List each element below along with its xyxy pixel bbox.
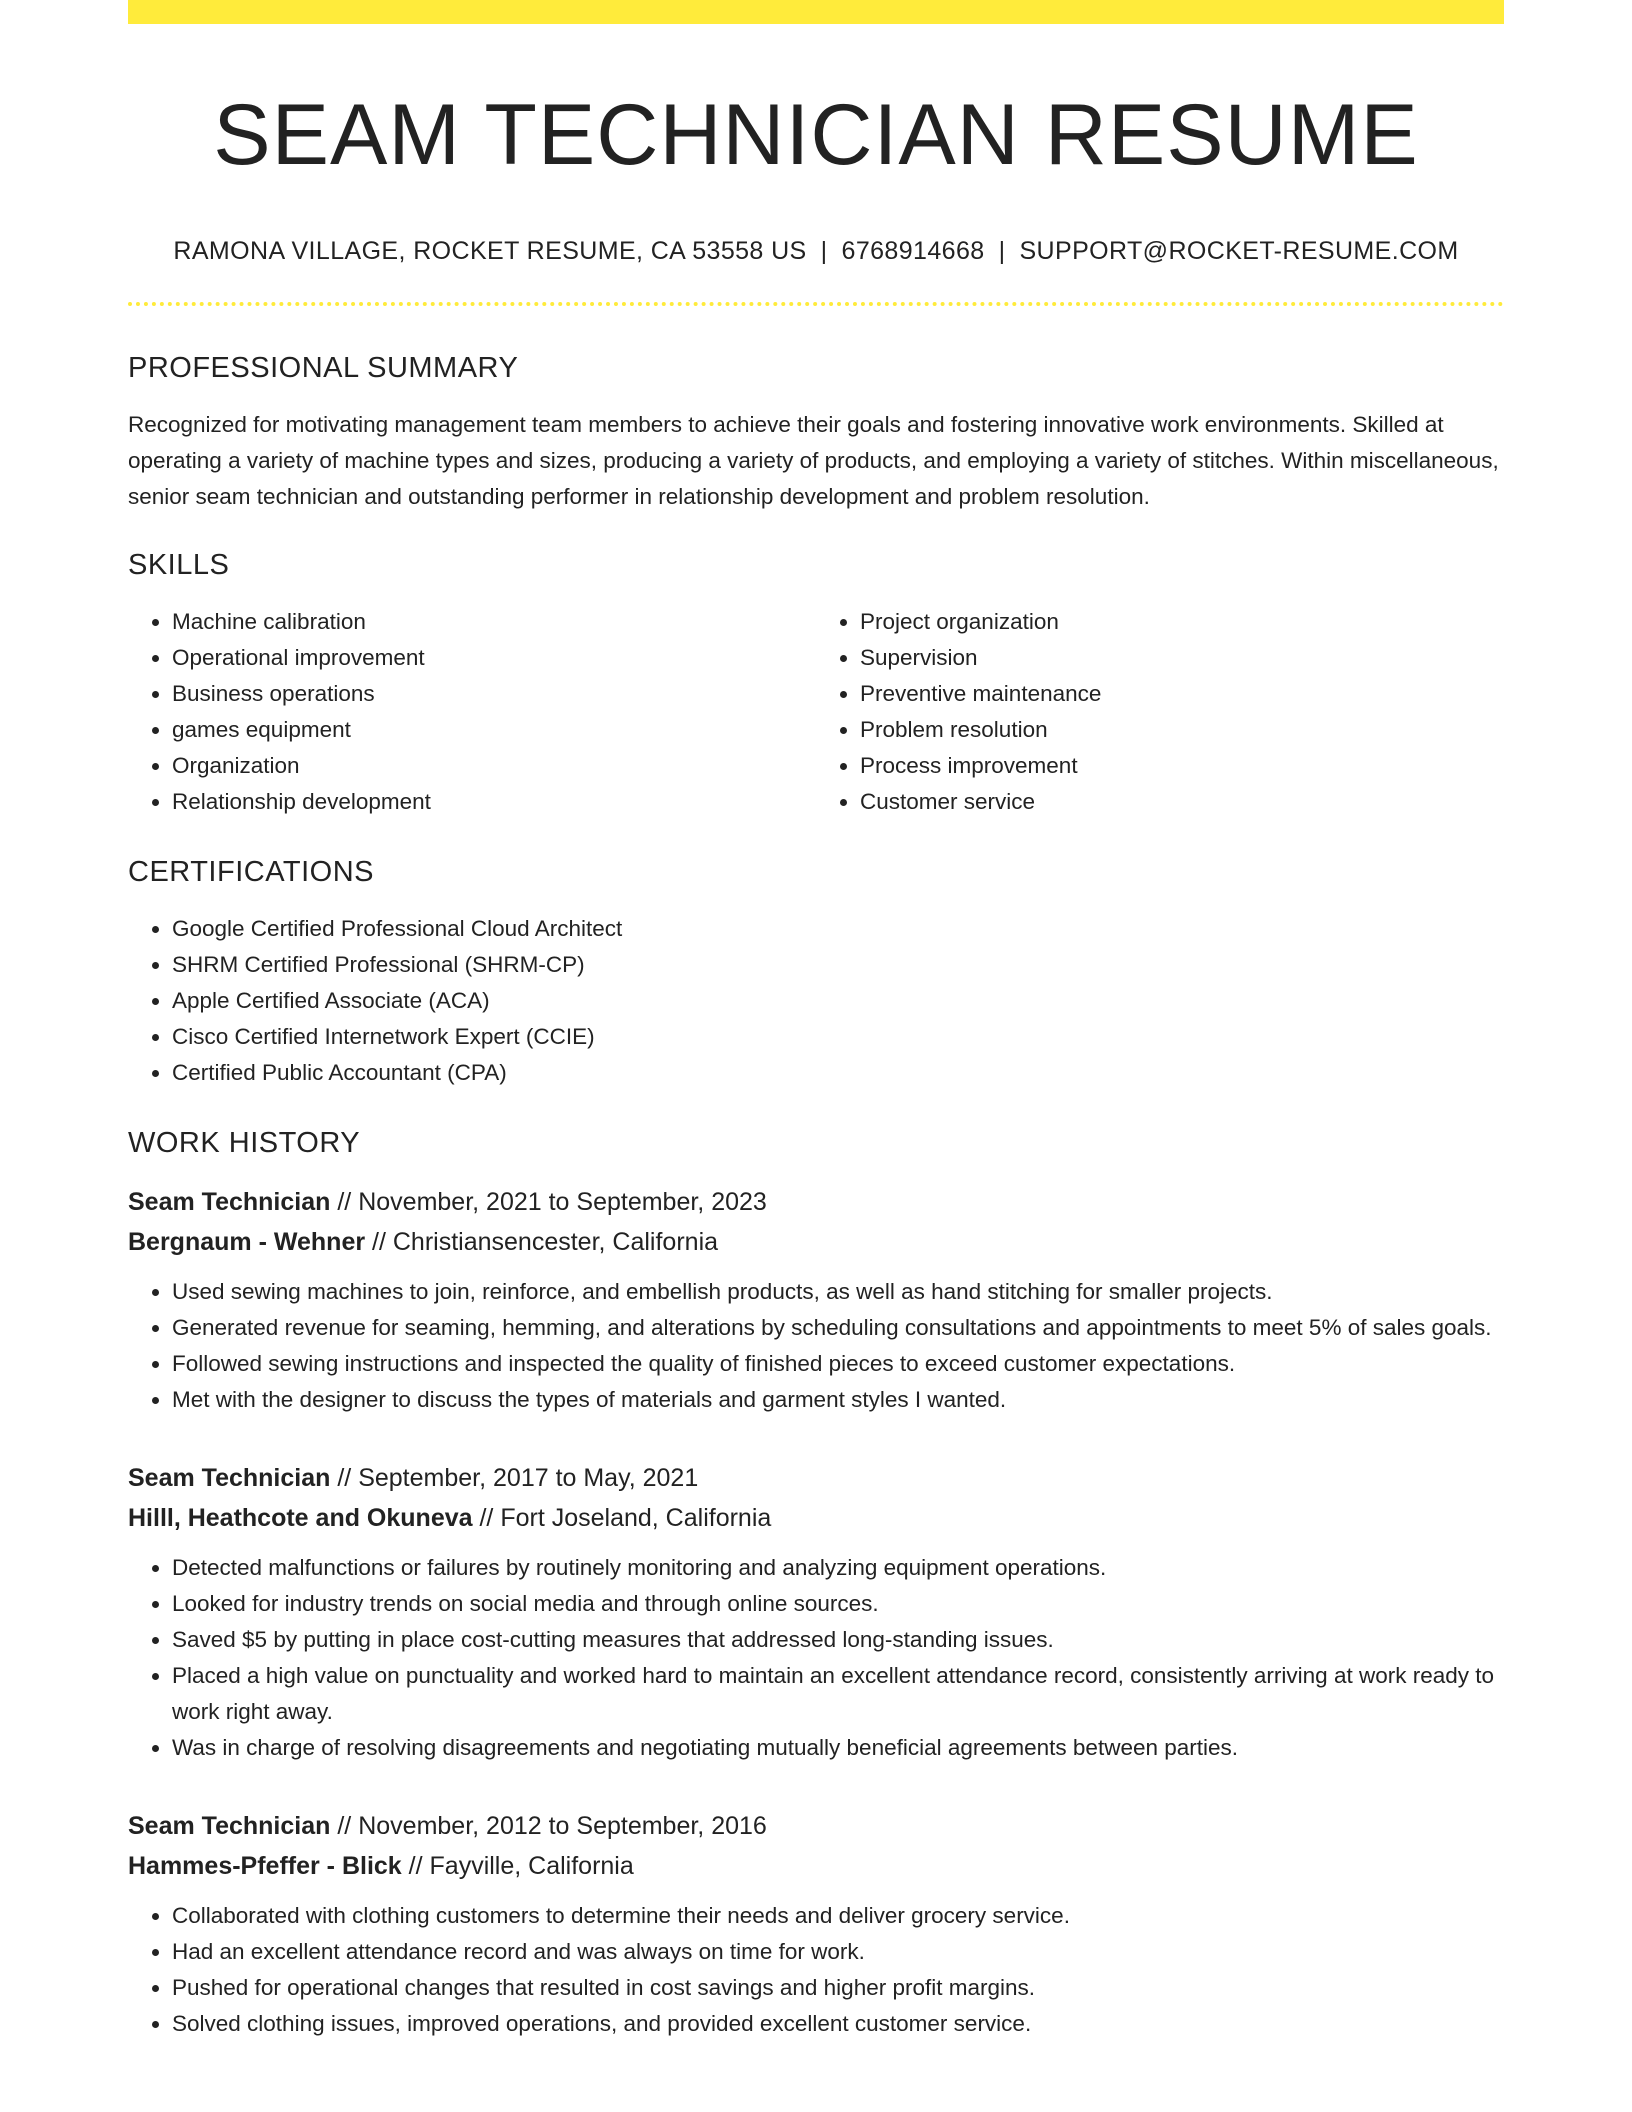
skill-item: • Problem resolution: [860, 712, 1504, 748]
job-bullet: • Solved clothing issues, improved operations, and provided excellent customer service.: [172, 2006, 1504, 2042]
certifications-list: [128, 911, 1504, 1091]
skill-item: • Business operations: [172, 676, 816, 712]
contact-separator: |: [998, 236, 1006, 265]
skills-list-right: [816, 604, 1504, 820]
skill-item: • Organization: [172, 748, 816, 784]
job-title-line: [128, 1458, 1504, 1498]
page-title: SEAM TECHNICIAN RESUME: [213, 87, 1419, 183]
job-bullet: • Followed sewing instructions and inspected the quality of finished pieces to exceed customer expectations.: [172, 1346, 1504, 1382]
job-location: Fayville, California: [429, 1851, 634, 1880]
job-dates: November, 2012 to September, 2016: [358, 1811, 767, 1840]
job-bullet: • Met with the designer to discuss the types of materials and garment styles I wanted.: [172, 1382, 1504, 1418]
job-bullet: • Had an excellent attendance record and was always on time for work.: [172, 1934, 1504, 1970]
certification-item: • Google Certified Professional Cloud Architect: [172, 911, 1504, 947]
resume-page: [128, 0, 1504, 2042]
skill-item: • Process improvement: [860, 748, 1504, 784]
job-title: Seam Technician: [128, 1187, 331, 1216]
job-bullet: • Collaborated with clothing customers to determine their needs and deliver grocery service.: [172, 1898, 1504, 1934]
contact-address: RAMONA VILLAGE, ROCKET RESUME, CA 53558 US: [173, 236, 807, 265]
certifications-heading: CERTIFICATIONS: [128, 855, 374, 888]
skills-grid: [128, 604, 1504, 820]
job-bullet: • Looked for industry trends on social media and through online sources.: [172, 1586, 1504, 1622]
job-separator: //: [330, 1463, 359, 1492]
contact-line: [128, 237, 1504, 266]
skill-item: • Operational improvement: [172, 640, 816, 676]
job-bullet: • Placed a high value on punctuality and worked hard to maintain an excellent attendance record, consistently arriving at work ready to work right away.: [172, 1658, 1504, 1730]
job-bullets: [128, 1274, 1504, 1418]
certification-item: • Cisco Certified Internetwork Expert (CCIE): [172, 1019, 1504, 1055]
job-entry: [128, 1458, 1504, 1766]
skills-heading: SKILLS: [128, 548, 230, 581]
job-bullet: • Saved $5 by putting in place cost-cutting measures that addressed long-standing issues.: [172, 1622, 1504, 1658]
job-bullet: • Detected malfunctions or failures by routinely monitoring and analyzing equipment operations.: [172, 1550, 1504, 1586]
skill-item: • Project organization: [860, 604, 1504, 640]
job-separator: //: [365, 1227, 393, 1256]
job-title: Seam Technician: [128, 1463, 331, 1492]
skills-list-left: [128, 604, 816, 820]
certification-item: • Certified Public Accountant (CPA): [172, 1055, 1504, 1091]
job-separator: //: [330, 1187, 359, 1216]
job-company: Hammes-Pfeffer - Blick: [128, 1851, 402, 1880]
job-location: Christiansencester, California: [392, 1227, 719, 1256]
job-separator: //: [472, 1503, 501, 1532]
job-bullet: • Pushed for operational changes that resulted in cost savings and higher profit margins.: [172, 1970, 1504, 2006]
job-company-line: [128, 1498, 1504, 1538]
skill-item: • Supervision: [860, 640, 1504, 676]
job-bullets: [128, 1550, 1504, 1766]
certification-item: • Apple Certified Associate (ACA): [172, 983, 1504, 1019]
skill-item: • games equipment: [172, 712, 816, 748]
contact-phone: 6768914668: [841, 236, 985, 265]
job-bullet: • Used sewing machines to join, reinforce, and embellish products, as well as hand stitching for smaller projects.: [172, 1274, 1504, 1310]
job-dates: September, 2017 to May, 2021: [358, 1463, 699, 1492]
work-history-heading: WORK HISTORY: [128, 1126, 361, 1159]
job-bullets: [128, 1898, 1504, 2042]
job-company-line: [128, 1846, 1504, 1886]
header-divider: [128, 302, 1504, 306]
job-bullet: • Generated revenue for seaming, hemming, and alterations by scheduling consultations and appointments to meet 5% of sales goals.: [172, 1310, 1504, 1346]
job-company: Hilll, Heathcote and Okuneva: [128, 1503, 473, 1532]
job-bullet: • Was in charge of resolving disagreements and negotiating mutually beneficial agreements between parties.: [172, 1730, 1504, 1766]
certification-item: • SHRM Certified Professional (SHRM-CP): [172, 947, 1504, 983]
job-company-line: [128, 1222, 1504, 1262]
job-entry: [128, 1182, 1504, 1418]
summary-text: Recognized for motivating management team members to achieve their goals and fostering innovative work environments. Skilled at operating a variety of machine types and sizes, producing a variety of products, and employing a variety of stitches. Within miscellaneous, senior seam technician and outstanding performer in relationship development and problem resolution.: [128, 411, 1499, 509]
top-accent-bar: [128, 0, 1504, 24]
job-separator: //: [330, 1811, 359, 1840]
job-entry: [128, 1806, 1504, 2042]
job-location: Fort Joseland, California: [500, 1503, 772, 1532]
contact-email: SUPPORT@ROCKET-RESUME.COM: [1019, 236, 1459, 265]
job-title-line: [128, 1806, 1504, 1846]
skill-item: • Machine calibration: [172, 604, 816, 640]
job-company: Bergnaum - Wehner: [128, 1227, 366, 1256]
job-title: Seam Technician: [128, 1811, 331, 1840]
job-separator: //: [401, 1851, 430, 1880]
summary-heading: PROFESSIONAL SUMMARY: [128, 351, 519, 384]
contact-separator: |: [820, 236, 828, 265]
skill-item: • Relationship development: [172, 784, 816, 820]
skill-item: • Customer service: [860, 784, 1504, 820]
job-title-line: [128, 1182, 1504, 1222]
job-dates: November, 2021 to September, 2023: [358, 1187, 767, 1216]
skill-item: • Preventive maintenance: [860, 676, 1504, 712]
